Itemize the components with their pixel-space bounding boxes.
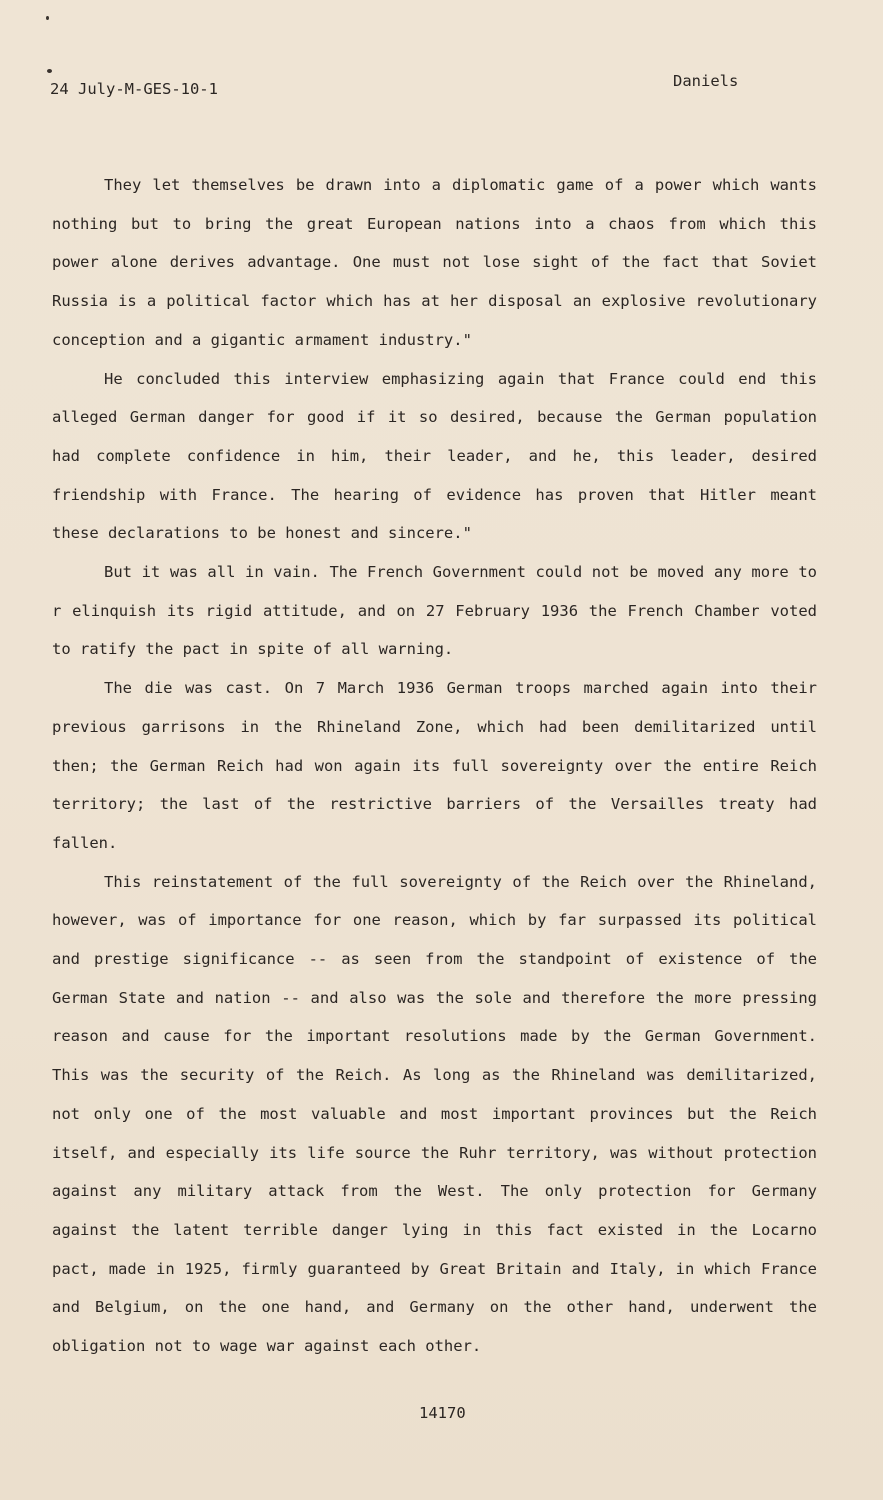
document-reference: 24 July-M-GES-10-1: [50, 80, 218, 98]
ink-speck: [46, 16, 49, 20]
page-number: 14170: [419, 1404, 466, 1422]
paragraph-2: He concluded this interview emphasizing again that France could end this alleged German danger for good if it so desired, because the German population had complete confidence in him, their leader, and he, this leader, desired friendship with France. The hearing of evidence has proven that Hitler meant these declarations to be honest and sincere.": [52, 369, 817, 543]
paragraph-4: The die was cast. On 7 March 1936 German troops marched again into their previous garrisons in the Rhineland Zone, which had been demilitarized until then; the German Reich had won again its full sovereignty over the entire Reich territory; the last of the restrictive barriers of the Versailles treaty had fallen.: [52, 679, 817, 852]
ink-speck: [47, 69, 52, 73]
paragraph-1: They let themselves be drawn into a diplomatic game of a power which wants nothing but to bring the great European nations into a chaos from which this power alone derives advantage. One must not lose sight of the fact that Soviet Russia is a political factor which has at her disposal an explosive revolutionary conception and a gigantic armament industry.": [52, 176, 817, 349]
paragraph-3: But it was all in vain. The French Government could not be moved any more to r elinquish its rigid attitude, and on 27 February 1936 the French Chamber voted to ratify the pact in spite of all warning.: [52, 563, 817, 659]
document-body: [52, 166, 817, 1366]
witness-name: Daniels: [673, 72, 739, 90]
paragraph-5: This reinstatement of the full sovereignty of the Reich over the Rhineland, however, was of importance for one reason, which by far surpassed its political and prestige significance -- as seen from the standpoint of existence of the German State and nation -- and also was the sole and therefore the more pressing reason and cause for the important resolutions made by the German Government. This was the security of the Reich. As long as the Rhineland was demilitarized, not only one of the most valuable and most important provinces but the Reich itself, and especially its life source the Ruhr territory, was without protection against any military attack from the West. The only protection for Germany against the latent terrible danger lying in this fact existed in the Locarno pact, made in 1925, firmly guaranteed by Great Britain and Italy, in which France and Belgium, on the one hand, and Germany on the other hand, underwent the obligation not to wage war against each other.: [52, 872, 817, 1356]
